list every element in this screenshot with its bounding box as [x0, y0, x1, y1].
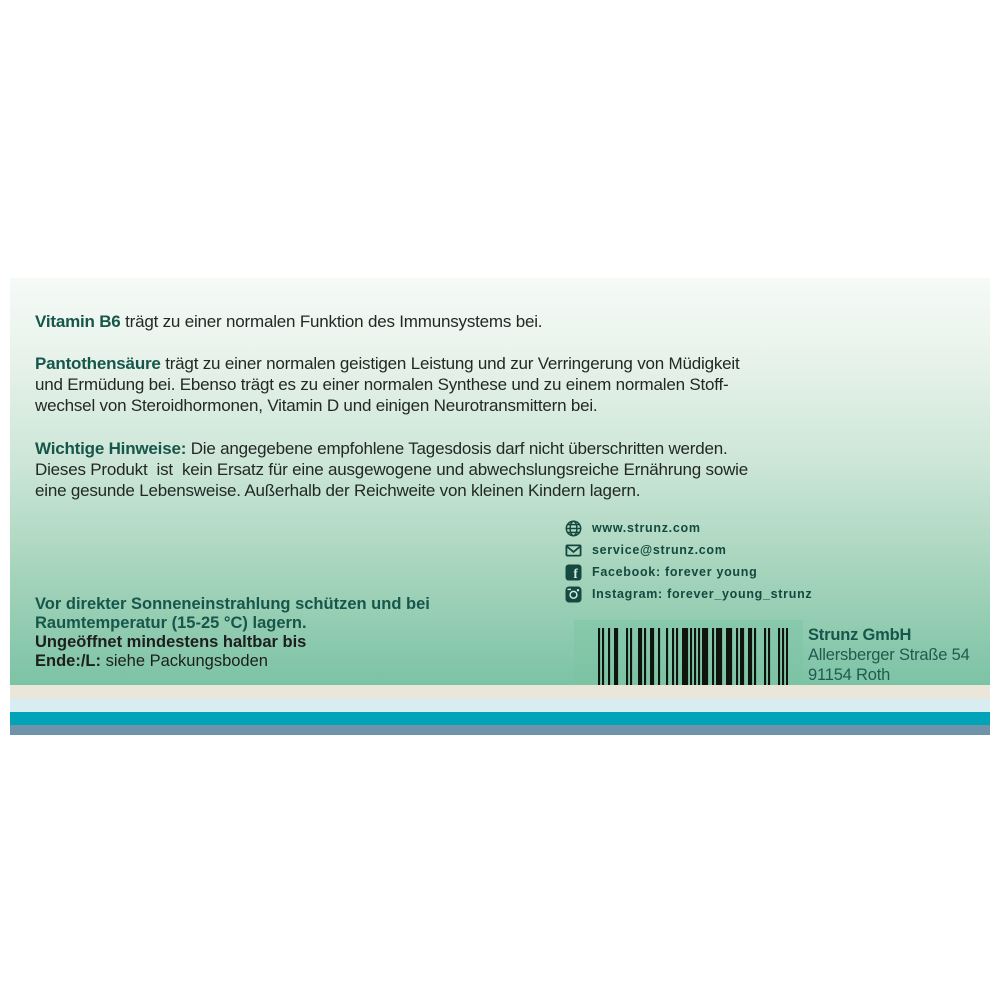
storage-line-1: Vor direkter Sonneneinstrahlung schützen und bei [35, 595, 430, 613]
contact-row-facebook [565, 561, 812, 583]
instagram-text: Instagram: forever_young_strunz [592, 587, 813, 601]
best-before-date-text: siehe Packungsboden [101, 652, 268, 670]
claim-vitamin-b6-text: trägt zu einer normalen Funktion des Immunsystems bei. [120, 312, 543, 331]
contact-block [565, 517, 812, 605]
best-before-line: Ungeöffnet mindestens haltbar bis [35, 633, 307, 651]
company-street: Allersberger Straße 54 [808, 646, 970, 664]
svg-text:f: f [573, 565, 578, 581]
manufacturer-address [808, 625, 970, 685]
stripe-lightblue [10, 699, 990, 712]
contact-row-email [565, 539, 812, 561]
stripe-cream [10, 685, 990, 699]
best-before-date-lead: Ende:/L: [35, 652, 101, 670]
important-notes-text-1: Die angegebene empfohlene Tagesdosis darf nicht überschritten werden. [186, 439, 728, 458]
claim-pantothenic-acid-text-3: wechsel von Steroidhormonen, Vitamin D und einigen Neurotransmittern bei. [35, 396, 598, 415]
email-text: service@strunz.com [592, 543, 727, 557]
mail-icon [565, 542, 582, 559]
stripe-teal [10, 712, 990, 725]
important-notes [35, 438, 748, 501]
facebook-text: Facebook: forever young [592, 565, 758, 579]
contact-row-website [565, 517, 812, 539]
claim-vitamin-b6-lead: Vitamin B6 [35, 312, 121, 331]
important-notes-text-2: Dieses Produkt ist kein Ersatz für eine ausgewogene und abwechslungsreiche Ernährung sowie [35, 460, 749, 479]
website-text: www.strunz.com [592, 521, 701, 535]
instagram-icon [565, 586, 582, 603]
globe-icon [565, 520, 582, 537]
best-before-date-line [35, 652, 430, 671]
facebook-icon [565, 564, 582, 581]
important-notes-lead: Wichtige Hinweise: [35, 439, 187, 458]
company-name: Strunz GmbH [808, 626, 912, 644]
company-city: 91154 Roth [808, 666, 891, 684]
stripe-grayblue [10, 725, 990, 735]
storage-line-2: Raumtemperatur (15-25 °C) lagern. [35, 614, 307, 632]
claim-pantothenic-acid [35, 353, 739, 416]
claim-pantothenic-acid-text-2: und Ermüdung bei. Ebenso trägt es zu einer normalen Synthese und zu einem normalen Stoff- [35, 375, 729, 394]
important-notes-text-3: eine gesunde Lebensweise. Außerhalb der Reichweite von kleinen Kindern lagern. [35, 481, 641, 500]
contact-row-instagram [565, 583, 812, 605]
claim-vitamin-b6 [35, 311, 542, 332]
claim-pantothenic-acid-text-1: trägt zu einer normalen geistigen Leistung und zur Verringerung von Müdigkeit [160, 354, 740, 373]
storage-note [35, 595, 430, 671]
claim-pantothenic-acid-lead: Pantothensäure [35, 354, 161, 373]
